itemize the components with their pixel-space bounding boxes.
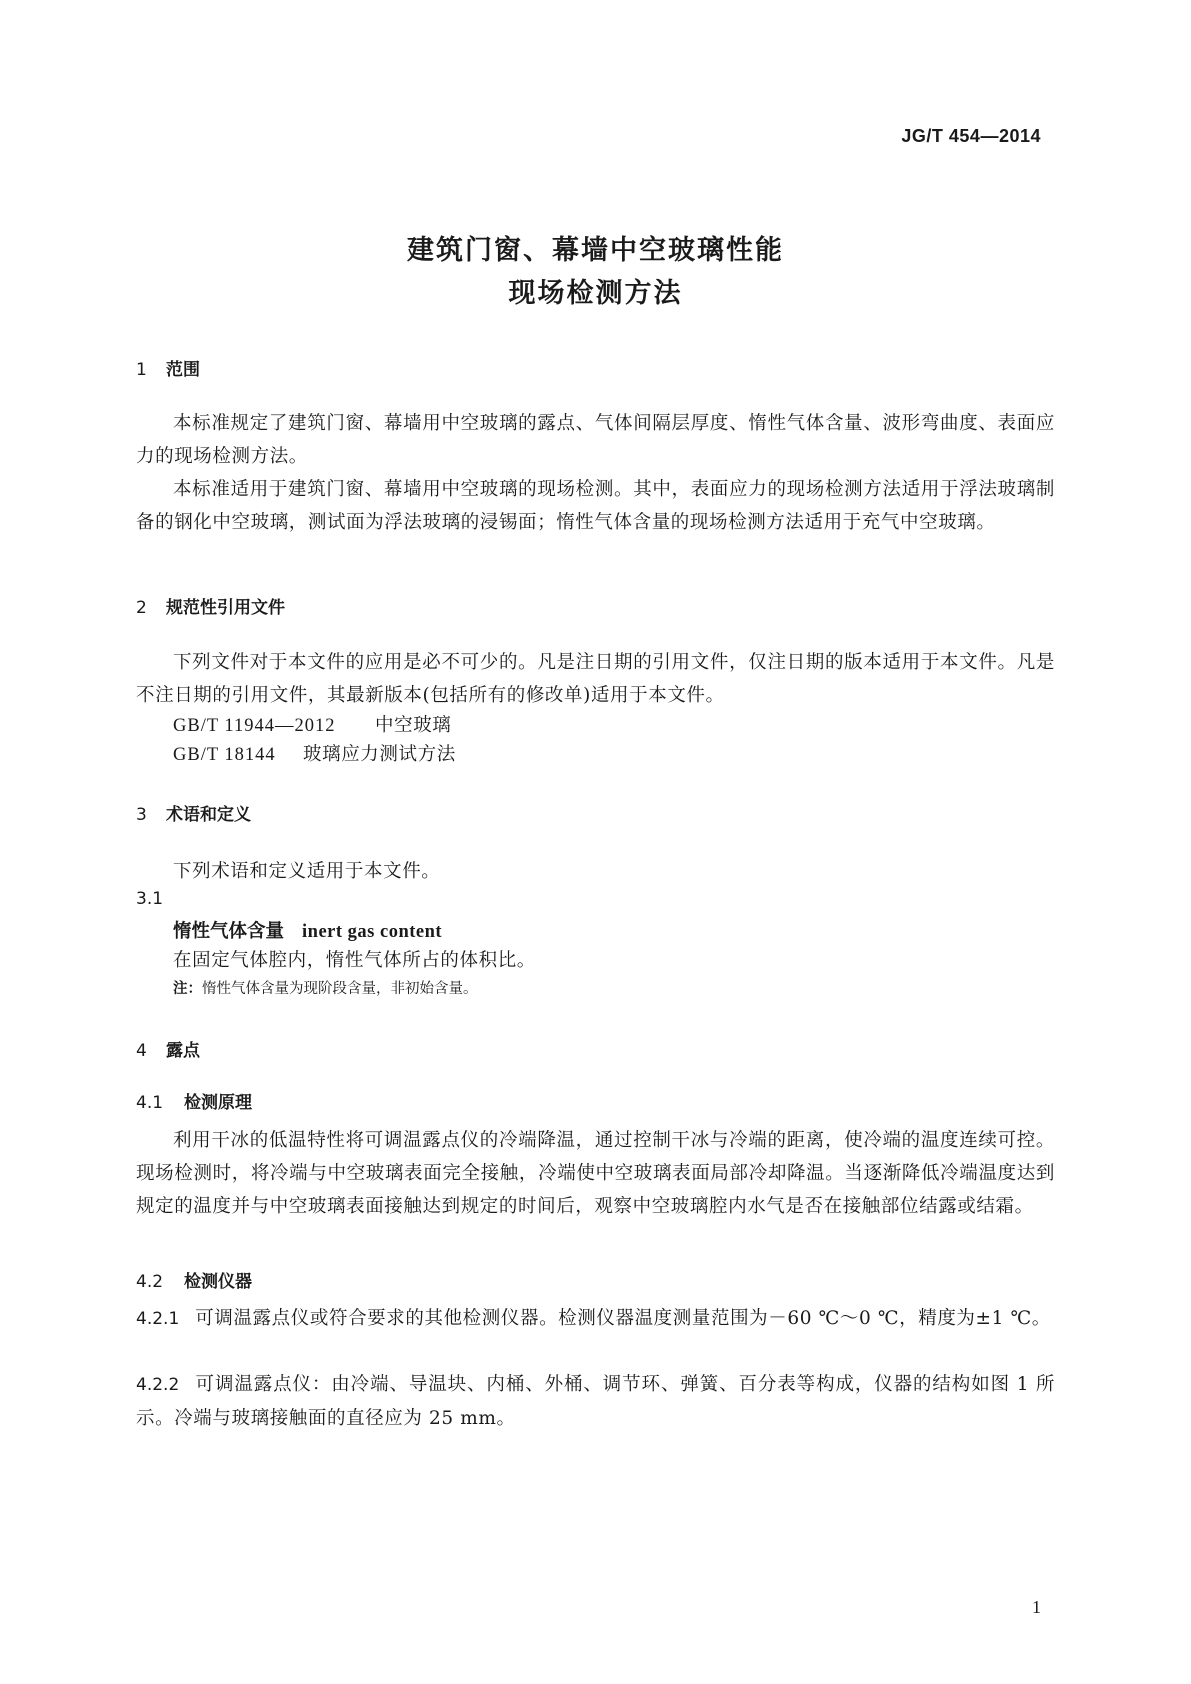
section-1-paragraph-1: 本标准规定了建筑门窗、幕墙用中空玻璃的露点、气体间隔层厚度、惰性气体含量、波形弯曲度、表面应力的现场检测方法。 bbox=[136, 413, 1055, 467]
section-number: 1 bbox=[136, 360, 147, 380]
clause-text: 可调温露点仪或符合要求的其他检测仪器。检测仪器温度测量范围为－60 ℃～0 ℃，精度为±1 ℃。 bbox=[195, 1308, 1051, 1329]
reference-title: 玻璃应力测试方法 bbox=[303, 744, 456, 765]
term-number: 3.1 bbox=[136, 889, 164, 909]
subsection-number: 4.1 bbox=[136, 1093, 164, 1113]
reference-code: GB/T 18144 bbox=[173, 745, 276, 765]
section-number: 3 bbox=[136, 805, 147, 825]
section-title: 术语和定义 bbox=[166, 805, 251, 825]
normative-reference bbox=[173, 740, 456, 766]
page-number: 1 bbox=[1032, 1597, 1041, 1617]
section-1-heading bbox=[136, 355, 200, 380]
normative-reference bbox=[173, 711, 451, 737]
reference-title: 中空玻璃 bbox=[375, 715, 452, 736]
section-number: 2 bbox=[136, 598, 147, 618]
subsection-4-1-paragraph: 利用干冰的低温特性将可调温露点仪的冷端降温，通过控制干冰与冷端的距离，使冷端的温度连续可控。现场检测时，将冷端与中空玻璃表面完全接触，冷端使中空玻璃表面局部冷却降温。当逐渐降低冷端温度达到规定的温度并与中空玻璃表面接触达到规定的时间后，观察中空玻璃腔内水气是否在接触部位结露或结霜。 bbox=[136, 1130, 1055, 1217]
subsection-title: 检测仪器 bbox=[184, 1272, 252, 1292]
section-1-paragraph-2: 本标准适用于建筑门窗、幕墙用中空玻璃的现场检测。其中，表面应力的现场检测方法适用于浮法玻璃制备的钢化中空玻璃，测试面为浮法玻璃的浸锡面；惰性气体含量的现场检测方法适用于充气中空玻璃。 bbox=[136, 479, 1055, 533]
section-3-heading bbox=[136, 800, 251, 825]
standard-code: JG/T 454—2014 bbox=[901, 126, 1041, 146]
document-title-line-2: 现场检测方法 bbox=[508, 278, 683, 309]
subsection-title: 检测原理 bbox=[184, 1093, 252, 1113]
section-title: 范围 bbox=[166, 360, 200, 380]
section-title: 规范性引用文件 bbox=[166, 598, 285, 618]
term-chinese: 惰性气体含量 bbox=[173, 921, 285, 942]
section-2-heading bbox=[136, 593, 285, 618]
clause-4-2-2 bbox=[136, 1368, 1055, 1435]
term-english: inert gas content bbox=[302, 922, 443, 942]
term-note bbox=[173, 977, 478, 998]
reference-code: GB/T 11944—2012 bbox=[173, 716, 336, 736]
clause-number: 4.2.1 bbox=[136, 1309, 180, 1329]
section-number: 4 bbox=[136, 1041, 147, 1061]
section-title: 露点 bbox=[166, 1041, 200, 1061]
subsection-number: 4.2 bbox=[136, 1272, 164, 1292]
section-4-heading bbox=[136, 1036, 200, 1061]
clause-text: 可调温露点仪：由冷端、导温块、内桶、外桶、调节环、弹簧、百分表等构成，仪器的结构如图 1 所示。冷端与玻璃接触面的直径应为 25 mm。 bbox=[136, 1374, 1055, 1429]
term-definition: 在固定气体腔内，惰性气体所占的体积比。 bbox=[173, 950, 536, 971]
clause-4-2-1 bbox=[136, 1302, 1055, 1336]
term-entry bbox=[173, 917, 442, 943]
subsection-4-2-heading bbox=[136, 1267, 252, 1292]
note-text: 惰性气体含量为现阶段含量，非初始含量。 bbox=[202, 981, 478, 997]
section-2-paragraph-1: 下列文件对于本文件的应用是必不可少的。凡是注日期的引用文件，仅注日期的版本适用于本文件。凡是不注日期的引用文件，其最新版本(包括所有的修改单)适用于本文件。 bbox=[136, 652, 1055, 706]
note-label: 注： bbox=[173, 981, 202, 997]
document-title-line-1: 建筑门窗、幕墙中空玻璃性能 bbox=[407, 235, 784, 266]
clause-number: 4.2.2 bbox=[136, 1375, 180, 1395]
section-3-paragraph-1: 下列术语和定义适用于本文件。 bbox=[173, 861, 441, 882]
subsection-4-1-heading bbox=[136, 1088, 252, 1113]
